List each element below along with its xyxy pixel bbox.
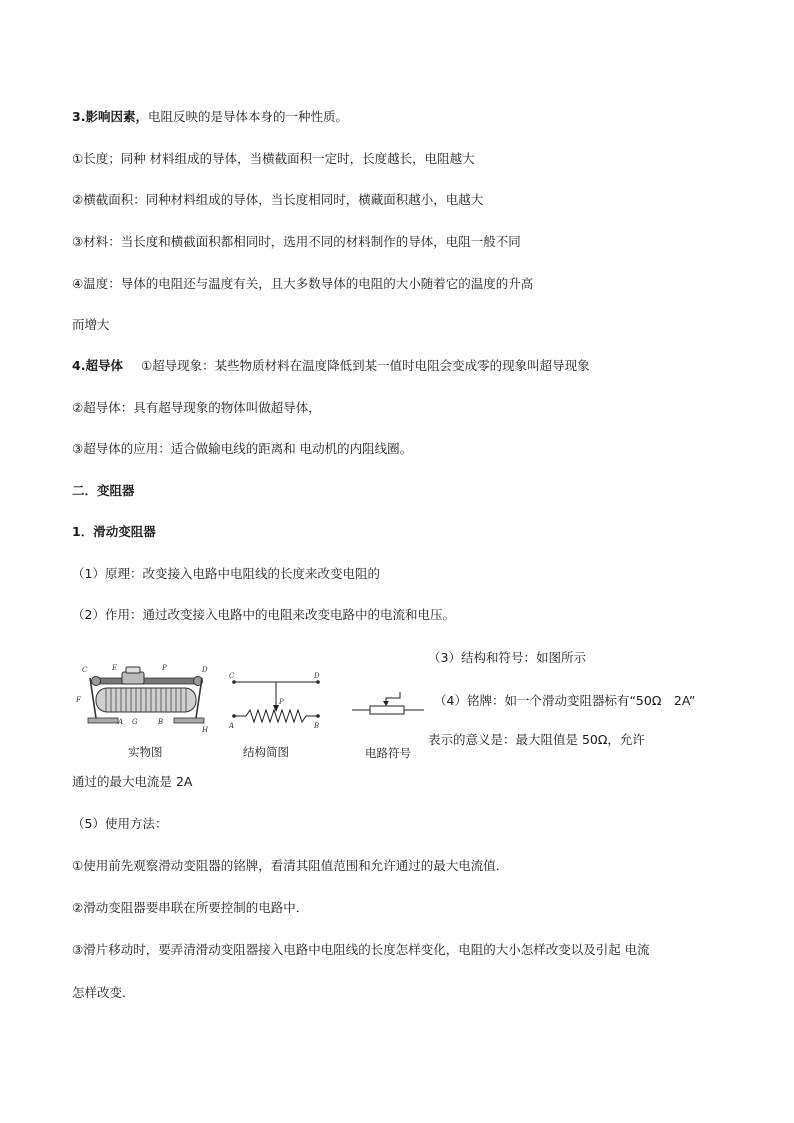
photo-label: G xyxy=(132,718,138,726)
caption-photo: 实物图 xyxy=(128,745,163,759)
nameplate-meaning: 表示的意义是：最大阻值是 50Ω，允许 xyxy=(428,732,645,747)
factor-temperature: ④温度：导体的电阻还与温度有关，且大多数导体的电阻的大小随着它的温度的升高 xyxy=(72,276,534,291)
factor-material: ③材料：当长度和横截面积都相同时，选用不同的材料制作的导体，电阻一般不同 xyxy=(72,234,521,249)
rheostat-symbol-figure xyxy=(350,690,430,720)
photo-label: D xyxy=(202,666,208,674)
section-superconductor xyxy=(72,357,590,375)
structure-label: A xyxy=(229,722,235,730)
usage-step-2: ②滑动变阻器要串联在所要控制的电路中． xyxy=(72,900,309,915)
usage-step-3-continued: 怎样改变． xyxy=(72,985,135,1000)
superconductor-application: ③超导体的应用：适合做输电线的距离和 电动机的内阻线圈。 xyxy=(72,441,413,456)
nameplate: （4）铭牌：如一个滑动变阻器标有“50Ω 2A” xyxy=(434,693,696,708)
section-influence-factors xyxy=(72,108,348,126)
factor-cross-section: ②横截面积：同种材料组成的导体，当长度相同时，横藏面积越小，电越大 xyxy=(72,192,484,207)
structure-label: D xyxy=(314,672,320,680)
usage-step-1: ①使用前先观察滑动变阻器的铭牌，看清其阻值范围和允许通过的最大电流值． xyxy=(72,858,509,873)
usage-heading: （5）使用方法： xyxy=(72,816,168,831)
function: （2）作用：通过改变接入电路中的电阻来改变电路中的电流和电压。 xyxy=(72,607,455,622)
structure-label: C xyxy=(229,672,235,680)
structure-and-symbol: （3）结构和符号：如图所示 xyxy=(428,650,586,665)
usage-step-3: ③滑片移动时，要弄清滑动变阻器接入电路中电阻线的长度怎样变化，电阻的大小怎样改变以及引起 电流 xyxy=(72,942,650,957)
photo-label: E xyxy=(112,664,118,672)
caption-structure: 结构简图 xyxy=(243,745,289,759)
photo-label: A xyxy=(118,718,124,726)
caption-symbol: 电路符号 xyxy=(365,746,411,760)
subsection-heading: 1．滑动变阻器 xyxy=(72,524,156,539)
photo-label: H xyxy=(202,726,209,734)
factor-length: ①长度；同种 材料组成的导体，当横截面积一定时，长度越长，电阻越大 xyxy=(72,151,475,166)
nameplate-meaning-continued: 通过的最大电流是 2A xyxy=(72,774,193,789)
principle: （1）原理：改变接入电路中电阻线的长度来改变电阻的 xyxy=(72,566,380,581)
superconductor-definition: ②超导体：具有超导现象的物体叫做超导体， xyxy=(72,400,321,415)
rheostat-structure-figure xyxy=(226,672,324,732)
section-heading: 3.影响因素， xyxy=(72,109,148,124)
section-text: 电阻反映的是导体本身的一种性质。 xyxy=(147,109,348,124)
photo-label: C xyxy=(82,666,88,674)
photo-label: B xyxy=(158,718,164,726)
rheostat-photo-figure xyxy=(74,664,212,736)
structure-label: B xyxy=(314,722,320,730)
factor-temperature-continued: 而增大 xyxy=(72,317,110,332)
photo-label: F xyxy=(76,696,81,704)
section-heading: 4.超导体 xyxy=(72,358,123,373)
section-text: ①超导现象：某些物质材料在温度降低到某一值时电阻会变成零的现象叫超导现象 xyxy=(140,358,590,373)
structure-label: P xyxy=(279,698,284,706)
photo-label: P xyxy=(162,664,167,672)
part-heading: 二．变阻器 xyxy=(72,483,135,498)
